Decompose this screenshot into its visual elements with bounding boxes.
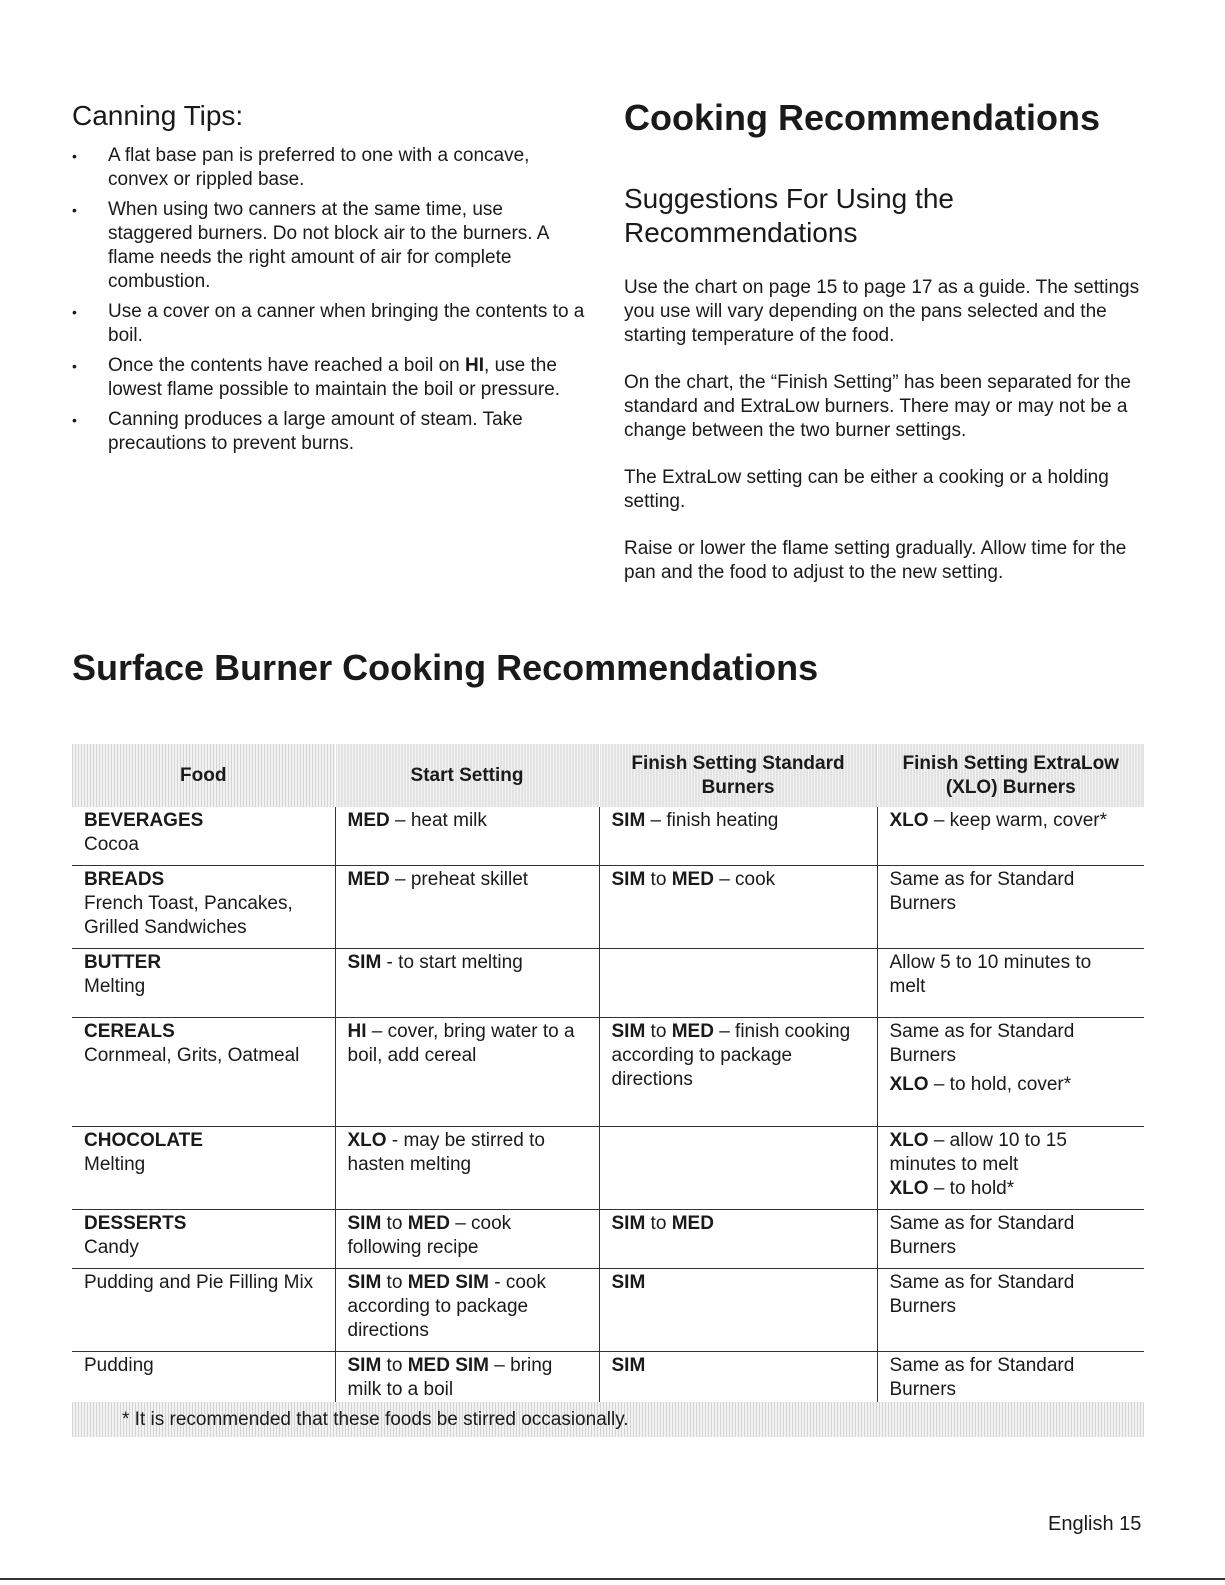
setting-text: - to start melting — [381, 952, 523, 973]
table-row — [72, 949, 1144, 1018]
setting-text: - cook according to package directions — [347, 1272, 546, 1341]
setting-text: – to hold* — [928, 1178, 1015, 1199]
setting-label: MED — [347, 810, 390, 831]
list-item — [72, 144, 592, 192]
food-category: BREADS — [84, 869, 165, 890]
tip-text: , use the lowest flame possible to maintain the boil or pressure. — [108, 355, 561, 400]
food-cell — [72, 1127, 335, 1210]
table-row — [72, 1210, 1144, 1269]
paragraph: On the chart, the “Finish Setting” has been separated for the standard and ExtraLow burners. There may or may not be a change between the two burner settings. — [624, 372, 1131, 441]
canning-tips-list — [72, 144, 592, 456]
food-cell — [72, 1210, 335, 1269]
start-cell — [335, 1269, 599, 1352]
start-cell — [335, 1018, 599, 1127]
xlo-cell — [877, 1210, 1144, 1269]
start-cell — [335, 807, 599, 866]
setting-label: SIM — [347, 1213, 382, 1234]
setting-text: to — [381, 1213, 408, 1234]
food-cell — [72, 949, 335, 1018]
suggestions-subtitle: Suggestions For Using the Recommendations — [624, 183, 954, 248]
setting-label: MED — [671, 1213, 714, 1234]
table-header-row — [72, 744, 1144, 807]
setting-text: – heat milk — [389, 810, 487, 831]
food-cell — [72, 1269, 335, 1352]
food-item: Melting — [84, 976, 146, 997]
setting-text: – cook following recipe — [347, 1213, 512, 1258]
paragraph: Use the chart on page 15 to page 17 as a guide. The settings you use will vary depending on the pans selected and the starting temperature of the food. — [624, 277, 1140, 346]
setting-text: – keep warm, cover* — [928, 810, 1108, 831]
table-row — [72, 1018, 1144, 1127]
setting-text: to — [645, 1213, 672, 1234]
food-item: Pudding and Pie Filling Mix — [84, 1272, 314, 1293]
list-item — [72, 198, 592, 294]
table-row — [72, 866, 1144, 949]
table-footnote: * It is recommended that these foods be stirred occasionally. — [72, 1402, 1144, 1437]
table-row — [72, 807, 1144, 866]
list-item — [72, 354, 592, 402]
setting-text: - may be stirred to hasten melting — [347, 1130, 545, 1175]
food-cell — [72, 807, 335, 866]
setting-text: to — [645, 869, 672, 890]
setting-label: SIM — [611, 1355, 646, 1376]
start-cell — [335, 1210, 599, 1269]
food-item: Cornmeal, Grits, Oatmeal — [84, 1045, 300, 1066]
setting-label: XLO — [347, 1130, 387, 1151]
setting-label: MED — [407, 1213, 450, 1234]
xlo-cell — [877, 807, 1144, 866]
surface-burner-title: Surface Burner Cooking Recommendations — [72, 647, 819, 688]
canning-tips-section — [72, 98, 592, 462]
food-item: Cocoa — [84, 834, 139, 855]
standard-cell — [599, 1127, 877, 1210]
cooking-recommendations-section — [624, 96, 1154, 608]
setting-text: to — [381, 1355, 408, 1376]
food-item: Pudding — [84, 1355, 154, 1376]
xlo-cell — [877, 1269, 1144, 1352]
setting-text: – allow 10 to 15 minutes to melt — [889, 1130, 1067, 1175]
standard-cell — [599, 949, 877, 1018]
setting-label: SIM — [347, 1355, 382, 1376]
food-cell — [72, 1018, 335, 1127]
setting-text: Same as for Standard Burners — [889, 1021, 1075, 1066]
setting-label: MED — [671, 869, 714, 890]
start-cell — [335, 949, 599, 1018]
setting-hi: HI — [465, 355, 485, 376]
setting-text: – to hold, cover* — [928, 1074, 1072, 1095]
standard-cell — [599, 1210, 877, 1269]
cooking-recommendations-title: Cooking Recommendations — [624, 97, 1101, 138]
setting-label: SIM — [347, 1272, 382, 1293]
setting-label: SIM — [611, 810, 646, 831]
setting-text: – finish cooking according to package directions — [611, 1021, 851, 1090]
start-cell — [335, 1127, 599, 1210]
tip-text: Use a cover on a canner when bringing the contents to a boil. — [108, 301, 585, 346]
setting-label: MED SIM — [407, 1272, 489, 1293]
setting-label: SIM — [611, 869, 646, 890]
food-item: French Toast, Pancakes, Grilled Sandwiches — [84, 893, 293, 938]
bottom-divider — [0, 1578, 1225, 1580]
setting-text: Same as for Standard Burners — [889, 1272, 1075, 1317]
table-row — [72, 1269, 1144, 1352]
food-category: BEVERAGES — [84, 810, 204, 831]
header-start-setting: Start Setting — [335, 744, 599, 807]
header-finish-xlo: Finish Setting ExtraLow (XLO) Burners — [877, 744, 1144, 807]
setting-label: SIM — [611, 1213, 646, 1234]
tip-text: When using two canners at the same time, use staggered burners. Do not block air to the burners. A flame needs the right amount of air for complete combustion. — [108, 199, 549, 292]
paragraph: Raise or lower the flame setting gradually. Allow time for the pan and the food to adjust to the new setting. — [624, 538, 1127, 583]
xlo-cell — [877, 1127, 1144, 1210]
tip-text: Once the contents have reached a boil on — [108, 355, 466, 376]
setting-label: XLO — [889, 1074, 929, 1095]
xlo-cell — [877, 949, 1144, 1018]
food-category: CHOCOLATE — [84, 1130, 203, 1151]
setting-text: to — [381, 1272, 408, 1293]
food-category: CEREALS — [84, 1021, 175, 1042]
food-category: BUTTER — [84, 952, 162, 973]
setting-text: – preheat skillet — [389, 869, 529, 890]
recommendations-table — [72, 744, 1144, 1411]
setting-label: SIM — [611, 1272, 646, 1293]
standard-cell — [599, 1269, 877, 1352]
standard-cell — [599, 866, 877, 949]
setting-label: XLO — [889, 1178, 929, 1199]
food-cell — [72, 866, 335, 949]
setting-label: HI — [347, 1021, 367, 1042]
setting-text: – bring milk to a boil — [347, 1355, 553, 1400]
setting-text: to — [645, 1021, 672, 1042]
setting-label: MED — [347, 869, 390, 890]
setting-label: SIM — [611, 1021, 646, 1042]
list-item — [72, 300, 592, 348]
header-food: Food — [72, 744, 335, 807]
food-item: Candy — [84, 1237, 139, 1258]
tip-text: Canning produces a large amount of steam. Take precautions to prevent burns. — [108, 409, 523, 454]
canning-tips-title: Canning Tips: — [72, 100, 244, 131]
header-finish-standard: Finish Setting Standard Burners — [599, 744, 877, 807]
setting-label: MED — [671, 1021, 714, 1042]
xlo-cell — [877, 1018, 1144, 1127]
setting-text: Same as for Standard Burners — [889, 1213, 1075, 1258]
setting-label: XLO — [889, 1130, 929, 1151]
setting-text: Allow 5 to 10 minutes to melt — [889, 952, 1092, 997]
standard-cell — [599, 1018, 877, 1127]
setting-text: – cover, bring water to a boil, add cereal — [347, 1021, 575, 1066]
table-row — [72, 1127, 1144, 1210]
paragraph: The ExtraLow setting can be either a cooking or a holding setting. — [624, 467, 1109, 512]
xlo-hold-line — [890, 1073, 1133, 1097]
start-cell — [335, 866, 599, 949]
setting-label: SIM — [347, 952, 382, 973]
standard-cell — [599, 807, 877, 866]
xlo-cell — [877, 866, 1144, 949]
setting-text: – cook — [713, 869, 776, 890]
list-item — [72, 408, 592, 456]
setting-text: Same as for Standard Burners — [889, 1355, 1075, 1400]
tip-text: A flat base pan is preferred to one with a concave, convex or rippled base. — [108, 145, 530, 190]
setting-label: XLO — [889, 810, 929, 831]
setting-text: – finish heating — [645, 810, 779, 831]
food-category: DESSERTS — [84, 1213, 187, 1234]
food-item: Melting — [84, 1154, 146, 1175]
page-number: English 15 — [1048, 1513, 1142, 1535]
setting-text: Same as for Standard Burners — [889, 869, 1075, 914]
setting-label: MED SIM — [407, 1355, 489, 1376]
